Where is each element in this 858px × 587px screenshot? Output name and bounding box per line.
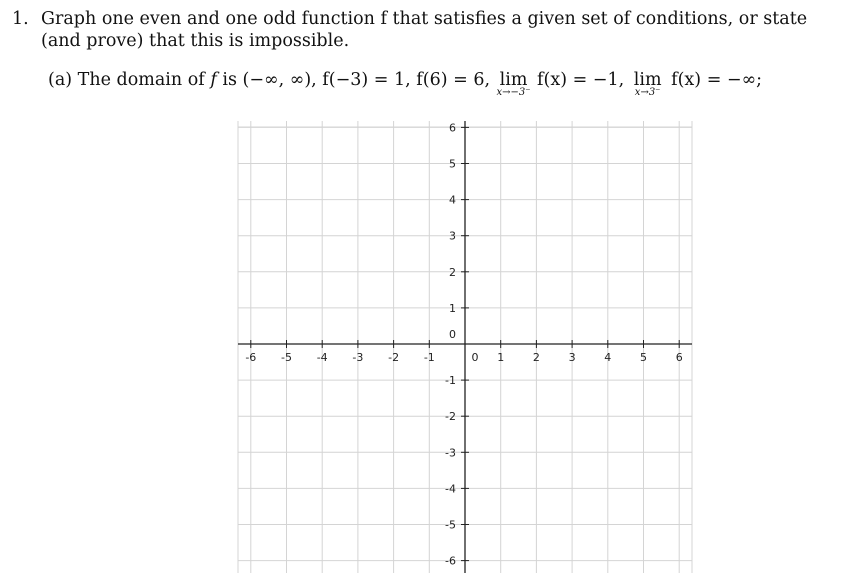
limit-1: lim x→−3⁻ — [496, 70, 531, 98]
limit-2-expression: f(x) = −∞; — [671, 70, 763, 90]
x-tick-label: 3 — [568, 351, 576, 364]
x-tick-label: -4 — [316, 351, 328, 364]
x-tick-label: 0 — [471, 351, 479, 364]
y-tick-label: -4 — [445, 482, 456, 496]
x-tick-label: 5 — [640, 351, 647, 364]
x-tick-label: -6 — [245, 351, 257, 364]
value-condition-1: f(−3) = 1, — [322, 70, 411, 90]
y-tick-label: -6 — [445, 554, 456, 568]
y-tick-label: 1 — [449, 301, 456, 315]
y-tick-label: 3 — [449, 229, 456, 243]
function-symbol: f — [210, 70, 217, 90]
x-tick-label: 4 — [604, 351, 612, 364]
part-a-label: (a) — [48, 70, 73, 90]
y-tick-label: 4 — [449, 193, 456, 207]
y-tick-label: 0 — [449, 328, 456, 341]
problem-number: 1. — [12, 9, 29, 29]
limit-2: lim x→3⁻ — [633, 70, 662, 98]
x-tick-label: -1 — [423, 351, 435, 364]
y-tick-label: 6 — [449, 121, 456, 135]
x-tick-label: 6 — [675, 351, 683, 364]
y-tick-label: 2 — [449, 265, 456, 279]
y-tick-label: -3 — [445, 446, 456, 460]
limit-1-subscript: x→−3⁻ — [496, 87, 531, 98]
x-tick-label: 1 — [497, 351, 505, 364]
x-tick-label: -3 — [352, 351, 364, 364]
x-tick-label: -2 — [388, 351, 400, 364]
part-a-is: is — [222, 70, 237, 90]
x-tick-label: -5 — [281, 351, 292, 364]
limit-2-subscript: x→3⁻ — [634, 87, 661, 98]
domain-condition: (−∞, ∞), — [242, 70, 317, 90]
y-tick-label: 5 — [449, 157, 456, 171]
x-tick-label: 2 — [532, 351, 540, 364]
y-tick-label: -2 — [445, 410, 456, 424]
limit-1-expression: f(x) = −1, — [537, 70, 625, 90]
y-tick-label: -1 — [445, 374, 456, 388]
value-condition-2: f(6) = 6, — [416, 70, 491, 90]
y-tick-label: -5 — [445, 518, 456, 532]
part-a-intro: The domain of — [77, 70, 205, 90]
problem-text: Graph one even and one odd function f that satisfies a given set of conditions, or state (and prove) that this is impossible. — [41, 9, 808, 51]
